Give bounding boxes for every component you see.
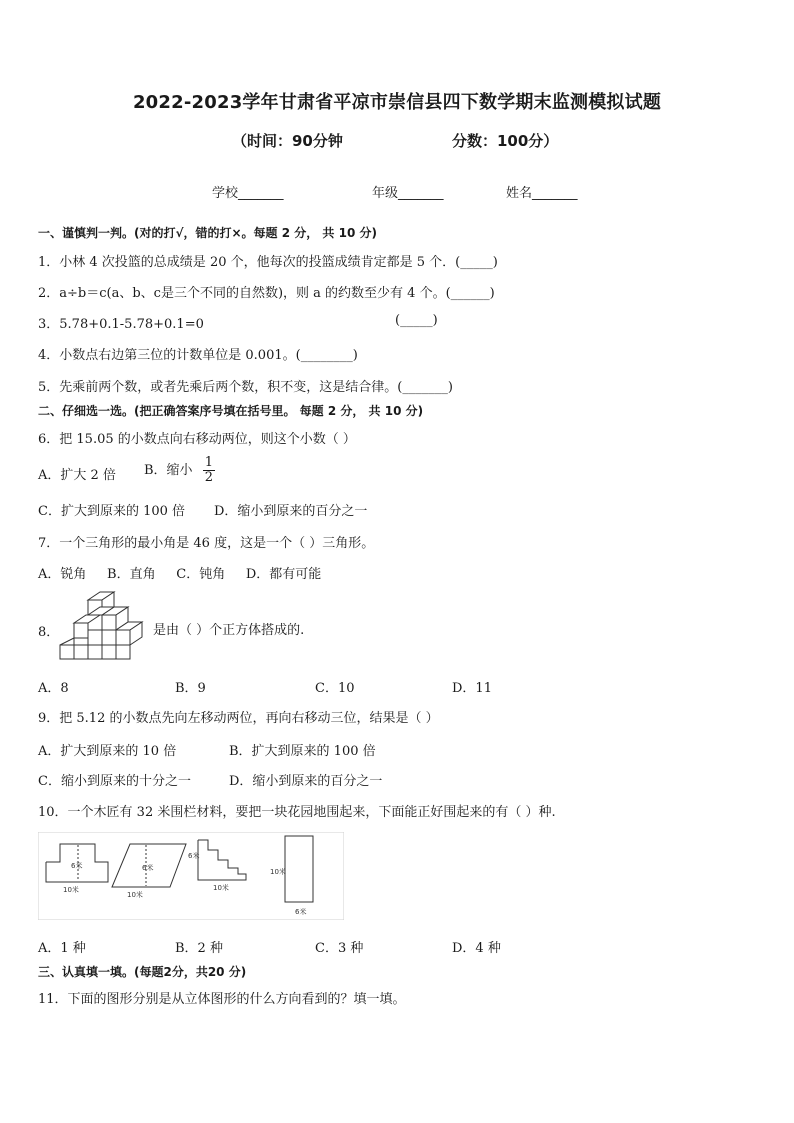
shape-b-width: 10米 [127,891,143,899]
cube [60,645,74,659]
school-field: 学校_______ [212,186,284,201]
exam-score: 分数：100分） [452,132,559,150]
fraction-denominator: 2 [204,470,213,485]
q10-option-c: C．3 种 [315,941,364,956]
shape-b-height: 6米 [142,864,154,872]
fraction [203,456,215,485]
question-6: 6．把 15.05 的小数点向右移动两位，则这个小数（ ） [38,432,356,447]
q8-option-a: A．8 [38,681,69,696]
shape-d-width: 6米 [295,908,307,916]
garden-shapes-figure [38,832,344,920]
q6-option-d: D．缩小到原来的百分之一 [214,504,368,519]
q6-option-a: A．扩大 2 倍 [38,468,116,483]
q10-option-b: B．2 种 [175,941,223,956]
question-7: 7．一个三角形的最小角是 46 度，这是一个（ ）三角形。 [38,536,375,551]
name-field: 姓名_______ [506,186,578,201]
question-4: 4．小数点右边第三位的计数单位是 0.001。(________) [38,348,358,363]
section-heading-1: 一、谨慎判一判。(对的打√，错的打×。每题 2 分， 共 10 分) [38,226,377,240]
cube [116,645,130,659]
q9-option-c: C．缩小到原来的十分之一 [38,774,191,789]
shape-c-height: 6米 [188,852,200,860]
question-1: 1．小林 4 次投篮的总成绩是 20 个，他每次的投篮成绩肯定都是 5 个．(_____) [38,255,498,270]
question-8-number: 8． [38,625,60,640]
q10-option-d: D．4 种 [452,941,501,956]
question-5: 5．先乘前两个数，或者先乘后两个数，积不变，这是结合律。(_______) [38,380,453,395]
question-2: 2．a÷b＝c(a、b、c是三个不同的自然数)，则 a 的约数至少有 4 个。(______) [38,286,495,301]
q9-option-b: B．扩大到原来的 100 倍 [229,744,376,759]
shape-d-height: 10米 [270,868,286,876]
question-10: 10．一个木匠有 32 米围栏材料，要把一块花园地围起来，下面能正好围起来的有（ ）种. [38,805,556,820]
question-3-blank: (_____) [395,313,438,328]
q9-option-a: A．扩大到原来的 10 倍 [38,744,177,759]
shape-a-width: 10米 [63,886,79,894]
q9-option-d: D．缩小到原来的百分之一 [229,774,383,789]
q6-option-b [144,456,215,485]
q6-option-c: C．扩大到原来的 100 倍 [38,504,186,519]
cube-stack-figure [58,590,150,660]
section-heading-3: 三、认真填一填。(每题2分，共20 分) [38,965,247,979]
fraction-numerator: 1 [204,455,213,470]
page-title: 2022-2023学年甘肃省平凉市崇信县四下数学期末监测模拟试题 [132,92,662,113]
section-heading-2: 二、仔细选一选。(把正确答案序号填在括号里。 每题 2 分， 共 10 分) [38,404,424,418]
q10-option-a: A．1 种 [38,941,86,956]
question-11: 11．下面的图形分别是从立体图形的什么方向看到的？填一填。 [38,992,406,1007]
q6-option-b-label: B．缩小 [144,463,193,478]
question-8-text: 是由（ ）个正方体搭成的. [153,623,305,638]
q8-option-d: D．11 [452,681,492,696]
cube [74,638,88,659]
q7-options: A．锐角 B．直角 C．钝角 D．都有可能 [38,567,322,582]
question-3: 3．5.78+0.1-5.78+0.1=0 [38,317,204,332]
q8-option-c: C．10 [315,681,355,696]
question-9: 9．把 5.12 的小数点先向左移动两位，再向右移动三位，结果是（ ） [38,711,439,726]
q8-option-b: B．9 [175,681,206,696]
shape-c-width: 10米 [213,884,229,892]
exam-time: （时间：90分钟 [232,132,343,150]
grade-field: 年级_______ [372,186,444,201]
shape-a-height: 6米 [71,862,83,870]
